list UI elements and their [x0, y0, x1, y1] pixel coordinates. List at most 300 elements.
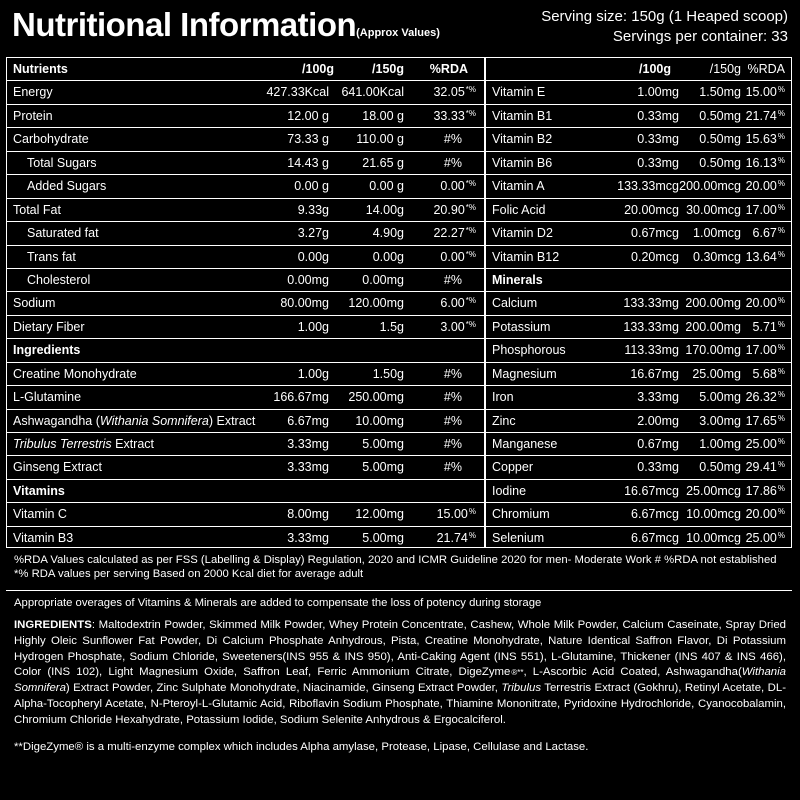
nutrient-name — [492, 414, 516, 428]
value-100g: 2.00mg — [637, 413, 679, 428]
nutrient-name — [492, 343, 566, 357]
nutrient-name-text: Copper — [492, 460, 533, 475]
value-150g: 25.00mg — [692, 366, 741, 381]
nutrient-name — [492, 531, 544, 545]
value-100g: 16.67mg — [630, 366, 679, 381]
table-row — [7, 81, 484, 104]
rda-mark: *% — [465, 179, 476, 189]
nutrient-name-text: Potassium — [492, 319, 551, 334]
rda-number: #% — [443, 272, 462, 287]
table-row — [486, 152, 791, 175]
rda-mark: *% — [465, 296, 476, 306]
value-100g: 1.00mg — [637, 85, 679, 100]
table-row — [486, 81, 791, 104]
value-100g: 3.27g — [297, 226, 329, 241]
rda-mark: % — [777, 460, 785, 470]
value-rda — [746, 343, 785, 357]
value-rda — [746, 179, 785, 193]
value-150g: 0.00 g — [369, 179, 404, 194]
value-150g: 18.00 g — [362, 108, 404, 123]
nutrient-name-text: Energy — [13, 85, 53, 100]
value-rda — [444, 390, 462, 404]
value-rda — [433, 109, 476, 123]
nutrient-name-text: Magnesium — [492, 366, 557, 381]
value-150g: 0.00mg — [362, 272, 404, 287]
nutrient-name-text: Total Fat — [13, 202, 61, 217]
value-100g: 3.33mg — [287, 530, 329, 545]
nutrient-name-text: Saturated fat — [27, 226, 99, 241]
value-rda — [440, 320, 476, 334]
value-rda — [746, 531, 785, 545]
nutrient-name-text: Vitamin D2 — [492, 226, 553, 241]
table-row — [486, 222, 791, 245]
servings-per-container: Servings per container: 33 — [612, 28, 788, 45]
rda-mark: % — [777, 413, 785, 423]
rda-mark: % — [777, 108, 785, 118]
value-100g: 9.33g — [297, 202, 329, 217]
table-row — [486, 386, 791, 409]
rda-number: 6.67 — [752, 226, 777, 241]
value-100g: 3.33mg — [287, 437, 329, 451]
nutrient-name — [492, 226, 553, 240]
table-row — [486, 480, 791, 503]
value-100g: 0.00mg — [287, 272, 329, 287]
ingredients-italic-1: Withania Somnifera — [14, 666, 786, 695]
value-150g: 120.00mg — [348, 296, 404, 311]
value-100g: 0.67mcg — [631, 226, 679, 241]
rda-mark: % — [777, 202, 785, 212]
value-rda — [746, 85, 785, 99]
table-row — [7, 199, 484, 222]
nutrient-name-text: Iodine — [492, 483, 527, 498]
value-rda — [746, 250, 785, 264]
table-row — [486, 246, 791, 269]
value-rda — [444, 460, 462, 474]
value-150g: 14.00g — [365, 202, 404, 217]
table-row — [7, 105, 484, 128]
value-150g: 200.00mg — [685, 296, 741, 311]
ingredients-part-1: : Maltodextrin Powder, Skimmed Milk Powder, Whey Protein Concentrate, Cashew, Whole Milk Powder, Calcium Caseinate, Spray Dried Highly Oleic Sunflower Fat Powder, Di Calcium Phosphate Anhydrous, Pista, Creatine Monohydrate, Nature Identical Saffron Flavor, Di Potassium Hydrogen Phosphate, Sodium Chloride, Sweeteners(INS 955 & INS 950), Anti-Caking Agent (INS 551), L-Glutamine, Thickener (INS 407 & INS 466), Color (INS 102), Light Magnesium Oxide, Saffron Leaf, Ferric Ammonium Citrate, DigeZyme — [14, 619, 786, 679]
table-row — [486, 199, 791, 222]
value-100g: 0.33mg — [637, 108, 679, 123]
nutrient-name-text: Trans fat — [27, 249, 76, 264]
rda-mark: *% — [465, 226, 476, 236]
page-title — [12, 6, 440, 44]
title-text: Nutritional Information — [12, 6, 357, 43]
value-150g: 1.00mg — [699, 437, 741, 451]
col-100g: /100g — [302, 62, 334, 76]
value-rda — [444, 414, 462, 428]
value-100g: 0.33mg — [637, 460, 679, 475]
value-rda — [746, 484, 785, 498]
notes-separator — [6, 590, 792, 591]
value-rda — [746, 507, 785, 521]
rda-number: 20.00 — [745, 179, 777, 194]
rda-mark: % — [777, 296, 785, 306]
table-row — [7, 128, 484, 151]
table-row — [7, 269, 484, 292]
ingredients-italic-2: Tribulus — [501, 682, 542, 695]
value-rda — [746, 296, 785, 310]
nutrient-name — [492, 203, 546, 217]
rda-mark: % — [468, 507, 476, 517]
nutrient-name — [492, 367, 557, 381]
nutrient-name-text: Sodium — [13, 296, 56, 311]
rda-number: 33.33 — [433, 108, 465, 123]
nutrient-name-text: Ashwagandha ( — [13, 413, 100, 428]
serving-size: Serving size: 150g (1 Heaped scoop) — [541, 8, 788, 25]
rda-number: 0.00 — [440, 179, 465, 194]
value-100g: 0.00g — [297, 249, 329, 264]
value-100g: 80.00mg — [280, 296, 329, 311]
ingredients-part-3: ) Extract Powder, Zinc Sulphate Monohydrate, Niacinamide, Ginseng Extract Powder, — [65, 682, 502, 695]
value-rda — [753, 226, 785, 240]
nutrient-name — [27, 250, 76, 264]
table-row — [486, 175, 791, 198]
rda-notes — [14, 553, 784, 581]
header — [0, 0, 800, 56]
nutrient-name-text: Manganese — [492, 437, 558, 451]
table-row — [7, 152, 484, 175]
rda-number: 16.13 — [745, 155, 777, 170]
table-row — [7, 175, 484, 198]
value-100g: 20.00mcg — [624, 202, 679, 217]
value-100g: 12.00 g — [287, 108, 329, 123]
value-rda — [437, 507, 476, 521]
table-row — [486, 316, 791, 339]
nutrient-name — [27, 226, 99, 240]
rda-mark: % — [777, 179, 785, 189]
value-150g: 10.00mcg — [686, 507, 741, 522]
serving-info — [541, 7, 788, 47]
value-rda — [433, 85, 476, 99]
nutrient-name — [13, 203, 61, 217]
value-rda — [437, 531, 476, 545]
table-header-row — [486, 58, 791, 81]
rda-number: #% — [443, 390, 462, 405]
rda-number: 5.68 — [752, 366, 777, 381]
nutrient-name-text: Creatine Monohydrate — [13, 366, 137, 381]
nutrient-name-suffix: Extract — [111, 437, 155, 451]
table-row — [486, 527, 791, 550]
value-100g: 133.33mg — [623, 296, 679, 311]
nutrient-name-text: Selenium — [492, 530, 545, 545]
value-rda — [746, 156, 785, 170]
rda-number: 20.00 — [745, 507, 777, 522]
nutrient-name — [13, 507, 67, 521]
value-rda — [746, 203, 785, 217]
rda-number: 17.86 — [745, 483, 777, 498]
value-150g: 1.50mg — [699, 85, 741, 100]
table-row — [7, 410, 484, 433]
rda-note-2: *% RDA values per serving Based on 2000 Kcal diet for average adult — [14, 568, 364, 580]
value-150g: 12.00mg — [355, 507, 404, 522]
table-row — [486, 128, 791, 151]
rda-number: 5.71 — [752, 319, 777, 334]
nutrient-name-text: L-Glutamine — [13, 390, 82, 405]
nutrient-name-text: Vitamin B1 — [492, 108, 553, 123]
value-rda — [746, 437, 785, 451]
nutrient-name — [492, 109, 552, 123]
table-row — [486, 339, 791, 362]
value-150g: 1.5g — [379, 319, 404, 334]
rda-number: 25.00 — [745, 437, 777, 451]
rda-number: 32.05 — [433, 85, 465, 100]
rda-mark: % — [777, 530, 785, 540]
col-rda: %RDA — [747, 62, 785, 76]
table-row — [486, 292, 791, 315]
table-row — [486, 410, 791, 433]
nutrient-name — [492, 390, 514, 404]
value-rda — [444, 273, 462, 287]
value-150g: 0.50mg — [699, 108, 741, 123]
value-100g: 166.67mg — [273, 390, 329, 405]
value-100g: 6.67mg — [287, 413, 329, 428]
left-nutrient-table — [7, 58, 484, 550]
nutrient-name-text: Calcium — [492, 296, 538, 311]
rda-mark: % — [777, 319, 785, 329]
value-100g: 0.33mg — [637, 132, 679, 147]
section-row — [486, 269, 791, 292]
rda-mark: % — [777, 507, 785, 517]
value-rda — [746, 414, 785, 428]
rda-number: 13.64 — [745, 249, 777, 264]
rda-mark: *% — [465, 202, 476, 212]
nutrient-name — [13, 296, 55, 310]
value-100g: 0.67mg — [637, 437, 679, 451]
nutrient-name — [13, 85, 53, 99]
nutrient-name — [13, 531, 73, 545]
value-150g: 1.00mcg — [693, 226, 741, 241]
table-row — [7, 292, 484, 315]
value-100g: 73.33 g — [287, 132, 329, 147]
value-150g: 250.00mg — [348, 390, 404, 405]
nutrient-name-text: Vitamin B12 — [492, 249, 560, 264]
rda-mark: % — [777, 226, 785, 236]
nutrient-name — [492, 85, 545, 99]
table-row — [7, 456, 484, 479]
ingredients-label: INGREDIENTS — [14, 619, 92, 631]
col-150g: /150g — [709, 62, 741, 76]
value-100g: 133.33mcg — [617, 179, 679, 194]
rda-number: 21.74 — [436, 530, 468, 545]
table-row — [7, 316, 484, 339]
nutrient-name — [13, 109, 53, 123]
value-100g: 0.00 g — [294, 179, 329, 194]
rda-mark: % — [777, 390, 785, 400]
nutrient-name-text: Cholesterol — [27, 272, 91, 287]
value-100g: 14.43 g — [287, 155, 329, 170]
nutrient-name-text: Vitamin C — [13, 507, 67, 522]
nutrient-name-text: Vitamin E — [492, 85, 546, 100]
table-row — [486, 105, 791, 128]
digezyme-mark: ®** — [511, 668, 524, 678]
nutrient-name — [492, 132, 552, 146]
nutrient-name-italic: Withania Somnifera — [99, 413, 209, 428]
right-nutrient-table — [486, 58, 791, 550]
nutrient-name — [13, 460, 102, 474]
value-rda — [444, 367, 462, 381]
nutrient-name — [13, 390, 81, 404]
rda-mark: *% — [465, 108, 476, 118]
nutrient-name — [13, 414, 255, 428]
rda-number: #% — [443, 366, 462, 381]
value-150g: 25.00mcg — [686, 483, 741, 498]
rda-number: 15.63 — [745, 132, 777, 147]
value-100g: 6.67mcg — [631, 530, 679, 545]
nutrient-name-text: Vitamin B6 — [492, 155, 553, 170]
rda-number: #% — [443, 437, 462, 451]
nutrient-name — [492, 484, 526, 498]
rda-number: #% — [443, 413, 462, 428]
section-row — [7, 480, 484, 503]
nutrient-name-text: Folic Acid — [492, 202, 546, 217]
nutrient-name-text: Total Sugars — [27, 155, 97, 170]
rda-number: #% — [443, 132, 462, 147]
rda-number: 15.00 — [436, 507, 468, 522]
value-100g: 6.67mcg — [631, 507, 679, 522]
table-row — [7, 433, 484, 456]
table-header-row — [7, 58, 484, 81]
value-rda — [753, 367, 785, 381]
rda-number: #% — [443, 155, 462, 170]
table-row — [486, 456, 791, 479]
value-rda — [746, 390, 785, 404]
value-rda — [433, 203, 476, 217]
value-150g: 0.50mg — [699, 460, 741, 475]
section-title: Minerals — [492, 272, 543, 287]
rda-mark: % — [777, 437, 785, 446]
value-rda — [746, 460, 785, 474]
nutrient-name-text: Carbohydrate — [13, 132, 89, 147]
rda-number: 3.00 — [440, 319, 465, 334]
nutrient-name-text: Added Sugars — [27, 179, 107, 194]
value-100g: 0.20mcg — [631, 249, 679, 264]
nutrient-name — [27, 179, 106, 193]
rda-note-1: %RDA Values calculated as per FSS (Labelling & Display) Regulation, 2020 and ICMR Guideline 2020 for men- Moderate Work # %RDA not established — [14, 554, 777, 566]
rda-number: 20.00 — [745, 296, 777, 311]
nutrient-name — [492, 460, 533, 474]
nutrient-name — [492, 437, 557, 451]
nutrient-name — [492, 320, 550, 334]
value-rda — [433, 226, 476, 240]
value-150g: 0.00g — [372, 249, 404, 264]
value-150g: 21.65 g — [362, 155, 404, 170]
rda-mark: % — [468, 530, 476, 540]
nutrient-name — [27, 156, 96, 170]
col-100g: /100g — [639, 62, 671, 76]
nutrient-name-text: Vitamin A — [492, 179, 545, 194]
table-row — [7, 527, 484, 550]
value-rda — [440, 179, 476, 193]
nutrient-name-text: Iron — [492, 390, 514, 405]
value-150g: 30.00mcg — [686, 202, 741, 217]
value-150g: 0.50mg — [699, 132, 741, 147]
table-row — [7, 363, 484, 386]
value-150g: 4.90g — [372, 226, 404, 241]
nutrient-name — [492, 296, 537, 310]
value-150g: 641.00Kcal — [341, 85, 404, 100]
nutrient-name — [13, 367, 137, 381]
ingredients-part-4: Terrestris Extract (Gokhru), Retinyl Acetate, DL-Alpha-Tocopheryl Acetate, N-Pteroyl-L-Glutamic Acid, Riboflavin Sodium Phosphate, Thiamine Mononitrate, Pyridoxine Hydrochloride, Cyanocobalamin, Chromium Chloride Hexahydrate, Potassium Iodide, Sodium Selenite Anhydrous & Ergocalciferol. — [14, 682, 786, 726]
nutrient-name-text: Protein — [13, 108, 53, 123]
value-100g: 1.00g — [297, 366, 329, 381]
value-rda — [444, 132, 462, 146]
rda-number: 26.32 — [745, 390, 777, 405]
nutrient-name-text: Chromium — [492, 507, 550, 522]
rda-number: 25.00 — [745, 530, 777, 545]
value-rda — [746, 109, 785, 123]
nutrient-name-text: Vitamin B2 — [492, 132, 553, 147]
rda-number: 17.00 — [745, 343, 777, 358]
value-150g: 5.00mg — [362, 437, 404, 451]
rda-number: 0.00 — [440, 249, 465, 264]
value-rda — [746, 132, 785, 146]
nutrient-name — [13, 132, 89, 146]
value-150g: 5.00mg — [362, 460, 404, 475]
value-100g: 133.33mg — [623, 319, 679, 334]
nutrient-name-suffix: ) Extract — [208, 413, 256, 428]
value-150g: 3.00mg — [699, 413, 741, 428]
value-100g: 0.33mg — [637, 155, 679, 170]
value-150g: 110.00 g — [356, 132, 404, 147]
rda-number: 29.41 — [745, 460, 777, 475]
nutrient-name — [492, 250, 559, 264]
rda-mark: *% — [465, 319, 476, 329]
rda-number: 17.65 — [745, 413, 777, 428]
section-row — [7, 339, 484, 362]
col-150g: /150g — [372, 62, 404, 76]
value-rda — [444, 437, 462, 451]
rda-number: 20.90 — [433, 202, 465, 217]
value-150g: 5.00mg — [362, 530, 404, 545]
rda-number: #% — [443, 460, 462, 475]
value-100g: 1.00g — [297, 319, 329, 334]
table-row — [486, 433, 791, 456]
value-150g: 170.00mg — [685, 343, 741, 358]
rda-mark: *% — [465, 85, 476, 95]
value-150g: 0.50mg — [699, 155, 741, 170]
table-row — [486, 363, 791, 386]
rda-number: 17.00 — [745, 202, 777, 217]
rda-mark: % — [777, 366, 785, 376]
rda-mark: *% — [465, 249, 476, 259]
nutrient-name — [492, 179, 545, 193]
rda-mark: % — [777, 343, 785, 353]
value-rda — [444, 156, 462, 170]
value-rda — [753, 320, 785, 334]
nutrient-name — [492, 156, 552, 170]
rda-number: 6.00 — [440, 296, 465, 311]
value-100g: 3.33mg — [287, 460, 329, 475]
value-150g: 0.30mcg — [693, 249, 741, 264]
nutrient-name — [492, 507, 550, 521]
rda-mark: % — [777, 132, 785, 142]
value-100g: 427.33Kcal — [266, 85, 329, 100]
rda-mark: % — [777, 85, 785, 95]
value-150g: 10.00mg — [355, 413, 404, 428]
nutrient-name-text: Vitamin B3 — [13, 530, 74, 545]
table-row — [7, 246, 484, 269]
value-150g: 200.00mg — [685, 319, 741, 334]
section-title: Vitamins — [13, 483, 65, 498]
rda-number: 21.74 — [745, 108, 777, 123]
table-row — [7, 222, 484, 245]
nutrient-name-text: Ginseng Extract — [13, 460, 102, 475]
nutrient-name-text: Dietary Fiber — [13, 319, 85, 334]
value-rda — [440, 250, 476, 264]
ingredients-part-2: , L-Ascorbic Acid Coated, Ashwagandha( — [523, 666, 742, 679]
